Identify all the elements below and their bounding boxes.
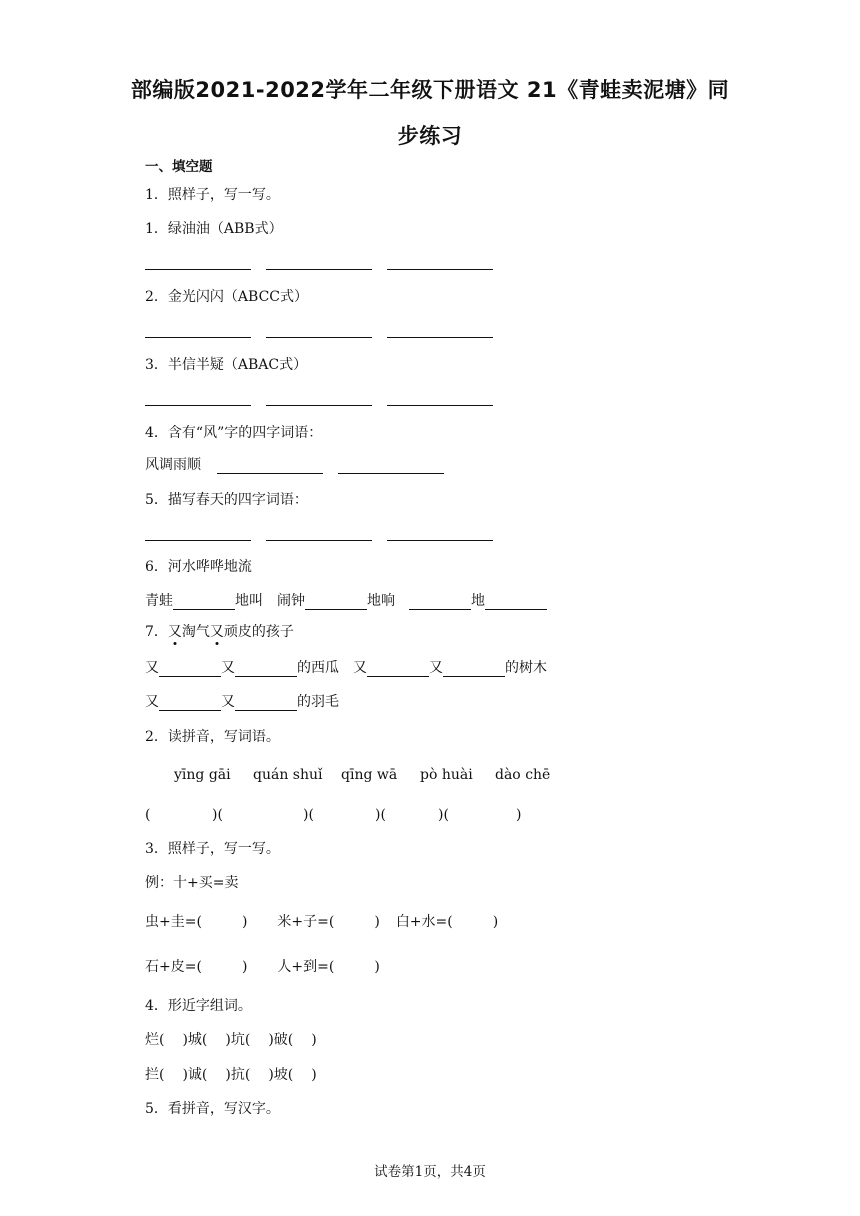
- q1-sub1-label: 1．绿油油（ABB式）: [145, 221, 283, 237]
- text: )城(: [182, 1032, 208, 1048]
- q1-sub3-label: 3．半信半疑（ABAC式）: [145, 357, 308, 373]
- q3-row1: [145, 913, 498, 931]
- q1-sub1-blanks: [145, 255, 508, 270]
- text: 石+皮=(: [145, 959, 202, 975]
- q1-sub3-blanks: [145, 391, 508, 406]
- text: 又: [353, 660, 367, 676]
- q1-sub2-label: 2．金光闪闪（ABCC式）: [145, 289, 308, 305]
- answer-blank[interactable]: [387, 255, 493, 270]
- answer-blank[interactable]: [145, 526, 251, 541]
- text: 顽皮的孩子: [223, 624, 294, 640]
- paren: (: [145, 807, 151, 823]
- text: 地响: [367, 593, 395, 609]
- q1-sub7-line2: [145, 693, 339, 711]
- text: 米+子=(: [277, 914, 335, 930]
- q1-sub5-blanks: [145, 526, 508, 541]
- text: 又: [145, 694, 159, 710]
- text: )坑(: [225, 1032, 251, 1048]
- text: 又: [221, 694, 235, 710]
- text: 淘气: [181, 624, 210, 640]
- text: 的西瓜: [297, 660, 339, 676]
- text: ): [241, 914, 248, 930]
- text: 的树木: [505, 660, 547, 676]
- text: ): [374, 959, 380, 975]
- page-title-line1: 部编版2021-2022学年二年级下册语文 21《青蛙卖泥塘》同: [130, 78, 730, 102]
- paren: )(: [303, 807, 314, 823]
- answer-blank[interactable]: [145, 255, 251, 270]
- paren: )(: [438, 807, 449, 823]
- answer-blank[interactable]: [387, 526, 493, 541]
- q4-row1: [145, 1031, 317, 1049]
- q1-sub6-label: 6．河水哗哗地流: [145, 559, 252, 575]
- emphasis-char: 又: [209, 624, 224, 640]
- text: 虫+圭=(: [145, 914, 202, 930]
- answer-blank[interactable]: [173, 595, 235, 610]
- text: ): [311, 1032, 317, 1048]
- q1-sub2-blanks: [145, 323, 508, 338]
- pinyin-item: qīng wā: [341, 767, 398, 783]
- text: 青蛙: [145, 593, 173, 609]
- answer-blank[interactable]: [367, 662, 429, 677]
- q2-label: 2．读拼音，写词语。: [145, 729, 280, 745]
- q4-row2: [145, 1066, 317, 1084]
- text: 又: [429, 660, 443, 676]
- emphasis-char: 又: [167, 624, 182, 640]
- text: 地叫: [235, 593, 263, 609]
- text: 闹钟: [277, 593, 305, 609]
- paren: )(: [212, 807, 223, 823]
- q1-sub5-label: 5．描写春天的四字词语：: [145, 492, 308, 508]
- answer-blank[interactable]: [159, 696, 221, 711]
- text: ): [311, 1067, 317, 1083]
- answer-blank[interactable]: [159, 662, 221, 677]
- text: 地: [471, 593, 485, 609]
- q3-label: 3．照样子，写一写。: [145, 841, 280, 857]
- q3-example: 例：十+买=卖: [145, 875, 239, 891]
- text: 的羽毛: [297, 694, 339, 710]
- text: ): [374, 914, 380, 930]
- answer-blank[interactable]: [266, 391, 372, 406]
- text: 拦(: [145, 1067, 165, 1083]
- text: 又: [221, 660, 235, 676]
- answer-blank[interactable]: [217, 459, 323, 474]
- pinyin-item: dào chē: [495, 767, 551, 783]
- text: 人+到=(: [277, 959, 335, 975]
- answer-blank[interactable]: [305, 595, 367, 610]
- q1-label: 1．照样子，写一写。: [145, 187, 280, 203]
- q1-sub7-line1: [145, 659, 547, 677]
- page-title-line2: 步练习: [397, 124, 463, 148]
- q1-sub7-label: [145, 623, 294, 641]
- answer-blank[interactable]: [485, 595, 547, 610]
- pinyin-item: pò huài: [420, 767, 473, 783]
- answer-blank[interactable]: [266, 323, 372, 338]
- example-word: 风调雨顺: [145, 457, 201, 473]
- answer-blank[interactable]: [387, 323, 493, 338]
- q1-sub4-label: 4．含有“风”字的四字词语：: [145, 425, 323, 441]
- text: 7．: [145, 624, 168, 640]
- answer-blank[interactable]: [145, 323, 251, 338]
- answer-blank[interactable]: [443, 662, 505, 677]
- section-heading: 一、填空题: [145, 159, 213, 175]
- answer-blank[interactable]: [387, 391, 493, 406]
- text: ): [492, 914, 499, 930]
- pinyin-item: quán shuǐ: [253, 767, 323, 783]
- q3-row2: [145, 958, 380, 976]
- answer-blank[interactable]: [409, 595, 471, 610]
- text: 又: [145, 660, 159, 676]
- answer-blank[interactable]: [145, 391, 251, 406]
- text: ): [241, 959, 248, 975]
- q5-label: 5．看拼音，写汉字。: [145, 1101, 280, 1117]
- answer-blank[interactable]: [266, 255, 372, 270]
- answer-blank[interactable]: [235, 662, 297, 677]
- answer-blank[interactable]: [235, 696, 297, 711]
- text: )诚(: [182, 1067, 208, 1083]
- q1-sub6-line: [145, 592, 547, 610]
- page-footer: 试卷第1页，共4页: [374, 1164, 486, 1180]
- text: )抗(: [225, 1067, 251, 1083]
- paren: )(: [375, 807, 386, 823]
- answer-blank[interactable]: [338, 459, 444, 474]
- q1-sub4-line: [145, 456, 444, 474]
- q4-label: 4．形近字组词。: [145, 998, 252, 1014]
- text: 白+水=(: [395, 914, 453, 930]
- text: 烂(: [145, 1032, 165, 1048]
- answer-blank[interactable]: [266, 526, 372, 541]
- pinyin-item: yīng gāi: [174, 767, 231, 783]
- paren: ): [516, 807, 522, 823]
- text: )坡(: [268, 1067, 294, 1083]
- text: )破(: [268, 1032, 294, 1048]
